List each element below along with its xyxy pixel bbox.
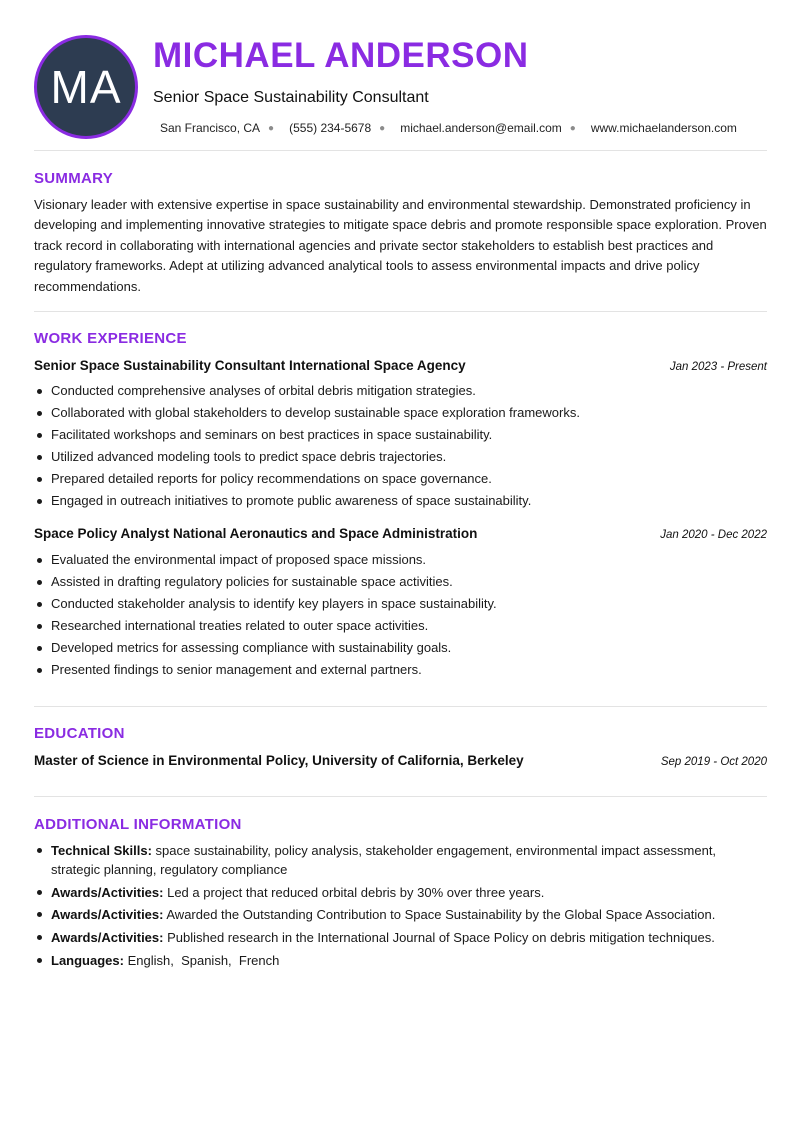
separator-dot-icon: ● xyxy=(268,122,275,134)
list-item: Developed metrics for assessing compliance with sustainability goals. xyxy=(34,637,767,659)
list-item: Prepared detailed reports for policy recommendations on space governance. xyxy=(34,468,767,490)
list-item xyxy=(34,841,767,879)
info-label: Technical Skills: xyxy=(51,843,152,858)
list-item: Utilized advanced modeling tools to predict space debris trajectories. xyxy=(34,446,767,468)
list-item: Evaluated the environmental impact of proposed space missions. xyxy=(34,549,767,571)
education-degree: Master of Science in Environmental Policy, University of California, Berkeley xyxy=(34,753,524,768)
info-label: Awards/Activities: xyxy=(51,929,164,945)
info-label: Awards/Activities: xyxy=(51,907,164,922)
info-label: Awards/Activities: xyxy=(51,884,164,900)
list-item xyxy=(34,905,767,924)
additional-heading: ADDITIONAL INFORMATION xyxy=(34,816,242,833)
contact-email[interactable]: michael.anderson@email.com xyxy=(400,121,562,135)
info-text: Published research in the International Journal of Space Policy on debris mitigation techniques. xyxy=(167,929,715,945)
avatar xyxy=(34,35,138,139)
info-text: Awarded the Outstanding Contribution to Space Sustainability by the Global Space Association. xyxy=(166,907,716,922)
job-bullet-list xyxy=(34,380,767,512)
contact-website[interactable]: www.michaelanderson.com xyxy=(590,121,737,135)
list-item xyxy=(34,883,767,902)
candidate-title: Senior Space Sustainability Consultant xyxy=(153,89,429,106)
list-item: Facilitated workshops and seminars on best practices in space sustainability. xyxy=(34,424,767,446)
education-heading: EDUCATION xyxy=(34,725,125,742)
separator-dot-icon: ● xyxy=(379,122,386,134)
job-bullet-list xyxy=(34,549,767,681)
separator-dot-icon: ● xyxy=(569,122,576,134)
experience-heading: WORK EXPERIENCE xyxy=(34,330,187,347)
candidate-name: MICHAEL ANDERSON xyxy=(153,36,529,75)
info-text: space sustainability, policy analysis, stakeholder engagement, environmental impact assessment, strategic planning, regulatory compliance xyxy=(51,843,717,877)
avatar-initials: MA xyxy=(50,61,122,113)
job-role: Space Policy Analyst National Aeronautics and Space Administration xyxy=(34,526,478,541)
divider xyxy=(34,150,767,151)
list-item xyxy=(34,951,767,970)
job-role: Senior Space Sustainability Consultant International Space Agency xyxy=(34,358,466,373)
list-item: Collaborated with global stakeholders to develop sustainable space exploration frameworks. xyxy=(34,402,767,424)
summary-text: Visionary leader with extensive expertise in space sustainability and environmental stewardship. Demonstrated proficiency in developing and implementing innovative strategies to mitigate space debris and promote responsible space exploration. Proven track record in collaborating with international agencies and private sector stakeholders to establish best practices and regulatory frameworks. Adept at utilizing advanced analytical tools to assess environmental impacts and drive policy recommendations. xyxy=(34,197,767,294)
divider xyxy=(34,796,767,797)
info-text: English, Spanish, French xyxy=(127,952,280,968)
divider xyxy=(34,311,767,312)
additional-info-list xyxy=(34,841,767,973)
divider xyxy=(34,706,767,707)
contact-location: San Francisco, CA xyxy=(160,121,261,135)
job-dates: Jan 2023 - Present xyxy=(669,361,767,373)
list-item: Researched international treaties related to outer space activities. xyxy=(34,615,767,637)
contact-phone: (555) 234-5678 xyxy=(289,121,372,135)
info-label: Languages: xyxy=(51,952,124,968)
education-dates: Sep 2019 - Oct 2020 xyxy=(660,756,767,768)
job-dates: Jan 2020 - Dec 2022 xyxy=(660,529,767,541)
list-item: Conducted comprehensive analyses of orbital debris mitigation strategies. xyxy=(34,380,767,402)
list-item: Engaged in outreach initiatives to promote public awareness of space sustainability. xyxy=(34,490,767,512)
list-item: Conducted stakeholder analysis to identify key players in space sustainability. xyxy=(34,593,767,615)
list-item: Presented findings to senior management and external partners. xyxy=(34,659,767,681)
summary-heading: SUMMARY xyxy=(34,170,114,187)
list-item: Assisted in drafting regulatory policies for sustainable space activities. xyxy=(34,571,767,593)
contact-bar xyxy=(160,121,737,135)
info-text: Led a project that reduced orbital debris by 30% over three years. xyxy=(167,884,545,900)
list-item xyxy=(34,928,767,947)
